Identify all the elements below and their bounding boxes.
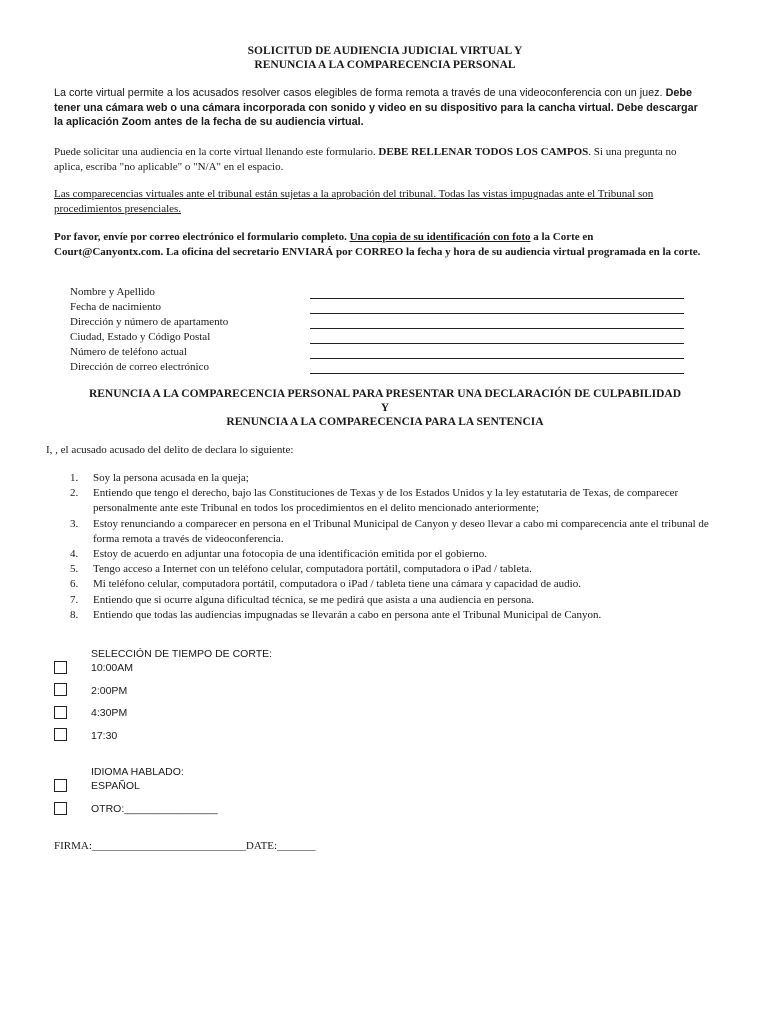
item-number: 3. bbox=[70, 517, 79, 530]
checkbox-time-1730[interactable] bbox=[54, 728, 67, 741]
checkbox-time-430pm[interactable] bbox=[54, 706, 67, 719]
field-input-phone[interactable] bbox=[310, 358, 684, 359]
form-title-line-1: SOLICITUD DE AUDIENCIA JUDICIAL VIRTUAL Y bbox=[247, 45, 523, 57]
item-text: Estoy de acuerdo en adjuntar una fotocopia de una identificación emitida por el gobierno. bbox=[93, 548, 488, 561]
list-item bbox=[54, 593, 730, 608]
checkbox-language-spanish[interactable] bbox=[54, 779, 67, 792]
waiver-title-line-3: RENUNCIA A LA COMPARECENCIA PARA LA SENTENCIA bbox=[226, 416, 544, 428]
checkbox-time-10am[interactable] bbox=[54, 661, 67, 674]
field-input-address[interactable] bbox=[310, 328, 684, 329]
field-label-birthdate: Fecha de nacimiento bbox=[70, 301, 162, 313]
list-item bbox=[54, 577, 730, 592]
field-label-address: Dirección y número de apartamento bbox=[70, 316, 229, 328]
list-item bbox=[54, 547, 730, 562]
item-text: Entiendo que tengo el derecho, bajo las Constituciones de Texas y de los Estados Unidos y la ley estatutaria de Texas, de comparecer personalmente ante este Tribunal en todos los procedimientos en el delito mencionado anteriormente; bbox=[93, 487, 679, 515]
email-note bbox=[54, 230, 704, 259]
waiver-title-line-1: RENUNCIA A LA COMPARECENCIA PERSONAL PARA PRESENTAR UNA DECLARACIÓN DE CULPABILIDAD bbox=[88, 388, 682, 400]
signature-line[interactable]: FIRMA:____________________________DATE:_______ bbox=[54, 840, 316, 852]
item-text: Entiendo que todas las audiencias impugnadas se llevarán a cabo en persona ante el Tribunal Municipal de Canyon. bbox=[93, 608, 602, 621]
item-text: Tengo acceso a Internet con un teléfono celular, computadora portátil, computadora o iPad / tableta. bbox=[93, 563, 532, 576]
list-item bbox=[54, 608, 730, 623]
instructions-text-1: Puede solicitar una audiencia en la corte virtual llenando este formulario. bbox=[54, 146, 379, 158]
statements-list bbox=[54, 471, 730, 623]
list-item bbox=[54, 562, 730, 577]
item-number: 7. bbox=[70, 593, 79, 606]
waiver-title-line-2: Y bbox=[380, 402, 390, 414]
option-time-10am: 10:00AM bbox=[91, 662, 134, 674]
field-input-birthdate[interactable] bbox=[310, 313, 684, 314]
intro-bold-text: Debe tener una cámara web o una cámara incorporada con sonido y video en su dispositivo para la cancha virtual. Debe descargar la aplicación Zoom antes de la fecha de su audiencia virtual. bbox=[54, 87, 698, 128]
declaration-intro: I, , el acusado acusado del delito de declara lo siguiente: bbox=[46, 444, 294, 456]
item-number: 5. bbox=[70, 563, 79, 576]
approval-note: Las comparecencias virtuales ante el tribunal están sujetas a la aprobación del tribunal. Todas las vistas impugnadas ante el Tribunal son procedimientos presenciales. bbox=[54, 188, 654, 215]
item-number: 1. bbox=[70, 472, 79, 484]
list-item bbox=[54, 517, 730, 547]
item-text: Mi teléfono celular, computadora portátil, computadora o iPad / tableta tiene una cámara y capacidad de audio. bbox=[93, 578, 581, 591]
field-label-phone: Número de teléfono actual bbox=[70, 346, 187, 358]
field-input-city-state-zip[interactable] bbox=[310, 343, 684, 344]
item-text: Soy la persona acusada en la queja; bbox=[93, 472, 249, 484]
option-time-2pm: 2:00PM bbox=[91, 685, 128, 697]
item-number: 8. bbox=[70, 608, 79, 621]
option-language-other[interactable]: OTRO:________________ bbox=[91, 803, 218, 815]
field-label-city-state-zip: Ciudad, Estado y Código Postal bbox=[70, 331, 211, 343]
instructions-text-2: . Si una pregunta no aplica, escriba "no aplicable" o "N/A" en el espacio. bbox=[54, 146, 677, 173]
item-number: 6. bbox=[70, 578, 79, 591]
item-text: Estoy renunciando a comparecer en persona en el Tribunal Municipal de Canyon y deseo llevar a cabo mi comparecencia ante el tribunal de forma remota a través de videoconferencia. bbox=[93, 517, 709, 545]
option-language-spanish: ESPAÑOL bbox=[91, 780, 140, 792]
checkbox-time-2pm[interactable] bbox=[54, 683, 67, 696]
item-number: 2. bbox=[70, 487, 79, 500]
list-item bbox=[54, 486, 730, 516]
email-note-underlined: Una copia de su identificación con foto bbox=[349, 231, 531, 243]
checkbox-language-other[interactable] bbox=[54, 802, 67, 815]
item-number: 4. bbox=[70, 548, 79, 561]
instructions-paragraph bbox=[54, 145, 704, 174]
email-note-text-1: Por favor, envíe por correo electrónico el formulario completo. bbox=[54, 231, 350, 243]
list-item bbox=[54, 471, 730, 486]
form-title-line-2: RENUNCIA A LA COMPARECENCIA PERSONAL bbox=[254, 59, 516, 71]
intro-paragraph bbox=[54, 86, 704, 130]
option-time-1730: 17:30 bbox=[91, 730, 118, 742]
field-label-name: Nombre y Apellido bbox=[70, 286, 155, 298]
item-text: Entiendo que si ocurre alguna dificultad técnica, se me pedirá que asista a una audiencia en persona. bbox=[93, 593, 535, 606]
field-input-email[interactable] bbox=[310, 373, 684, 374]
field-label-email: Dirección de correo electrónico bbox=[70, 361, 209, 373]
time-selection-label: SELECCIÓN DE TIEMPO DE CORTE: bbox=[91, 648, 273, 660]
intro-text: La corte virtual permite a los acusados resolver casos elegibles de forma remota a través de una videoconferencia con un juez. bbox=[54, 87, 666, 99]
instructions-bold: DEBE RELLENAR TODOS LOS CAMPOS bbox=[378, 146, 589, 158]
option-time-430pm: 4:30PM bbox=[91, 707, 128, 719]
field-input-name[interactable] bbox=[310, 298, 684, 299]
email-note-text-2: a la Corte en Court@Canyontx.com. La oficina del secretario ENVIARÁ por CORREO la fecha y hora de su audiencia virtual programada en la corte. bbox=[54, 231, 701, 258]
language-label: IDIOMA HABLADO: bbox=[91, 766, 184, 778]
